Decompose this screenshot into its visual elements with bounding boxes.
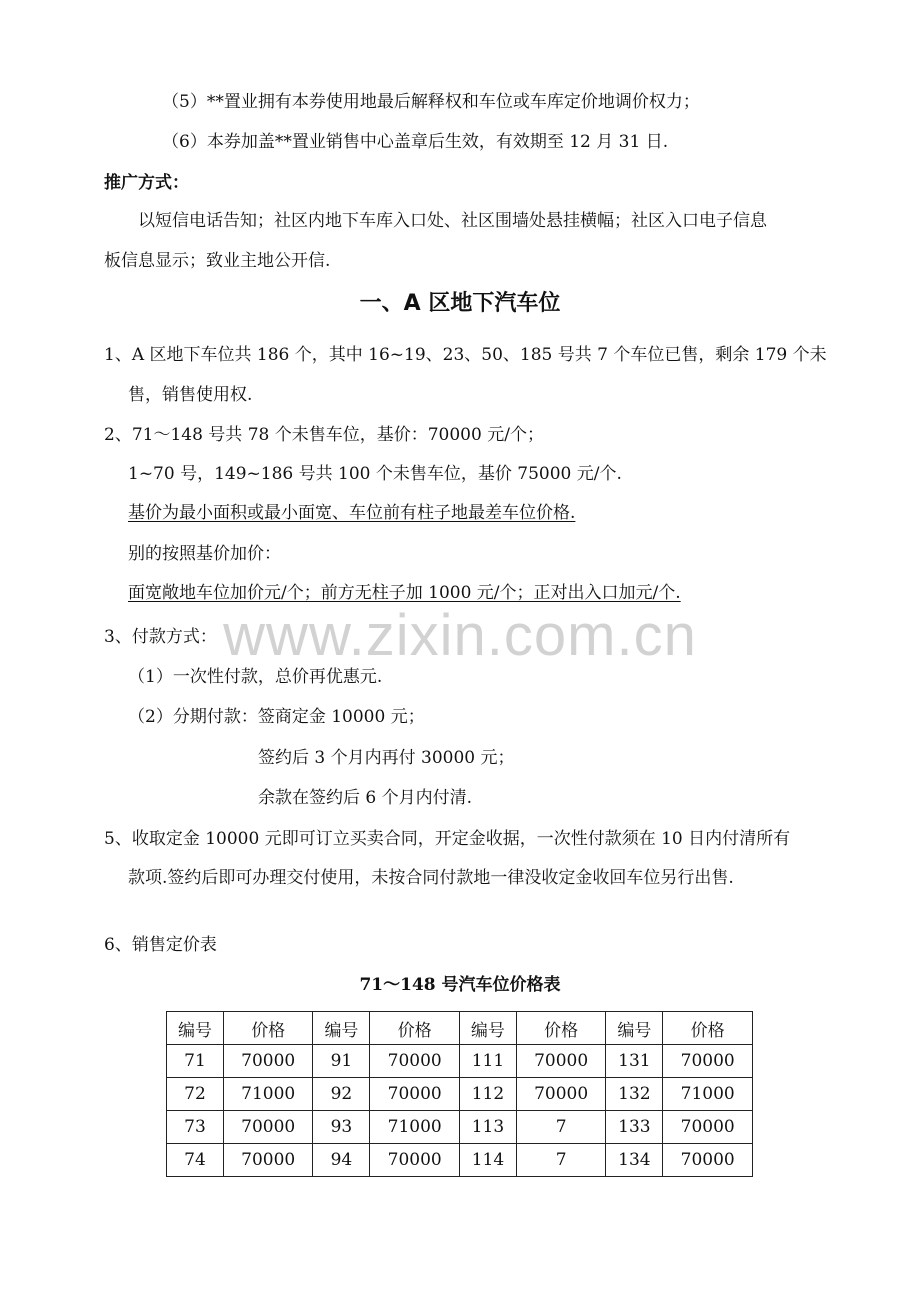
point-2-line-4: 别的按照基价加价： bbox=[128, 544, 281, 564]
point-1-line-2: 售，销售使用权. bbox=[128, 385, 253, 405]
table-cell: 71000 bbox=[223, 1078, 313, 1111]
price-table bbox=[166, 1011, 753, 1177]
table-cell: 70000 bbox=[370, 1078, 460, 1111]
table-row bbox=[167, 1144, 753, 1177]
table-cell: 113 bbox=[459, 1111, 516, 1144]
table-cell: 94 bbox=[313, 1144, 370, 1177]
point-3-line-2: （1）一次性付款，总价再优惠元. bbox=[128, 667, 383, 687]
header-cell: 编号 bbox=[606, 1012, 663, 1045]
point-3-line-3: （2）分期付款：签商定金 10000 元； bbox=[128, 707, 425, 727]
table-cell: 70000 bbox=[663, 1045, 753, 1078]
table-cell: 7 bbox=[516, 1144, 606, 1177]
table-cell: 70000 bbox=[663, 1144, 753, 1177]
table-cell: 70000 bbox=[663, 1111, 753, 1144]
table-cell: 71000 bbox=[663, 1078, 753, 1111]
table-title: 71～148 号汽车位价格表 bbox=[359, 975, 561, 995]
point-3-line-4: 签约后 3 个月内再付 30000 元； bbox=[258, 748, 515, 768]
point-6-line-1: 6、销售定价表 bbox=[104, 935, 217, 955]
table-cell: 74 bbox=[167, 1144, 224, 1177]
header-cell: 编号 bbox=[167, 1012, 224, 1045]
header-cell: 编号 bbox=[313, 1012, 370, 1045]
point-3-line-5: 余款在签约后 6 个月内付清. bbox=[258, 788, 473, 808]
point-1-line-1: 1、A 区地下车位共 186 个，其中 16~19、23、50、185 号共 7 个车位已售，剩余 179 个未 bbox=[104, 345, 827, 365]
watermark: www.zixin.com.cn bbox=[223, 603, 697, 668]
point-5-line-1: 5、收取定金 10000 元即可订立买卖合同，开定金收据，一次性付款须在 10 日内付清所有 bbox=[104, 829, 791, 849]
table-row bbox=[167, 1045, 753, 1078]
promotion-heading: 推广方式： bbox=[104, 173, 189, 193]
table-cell: 131 bbox=[606, 1045, 663, 1078]
point-2-line-5: 面宽敞地车位加价元/个；前方无柱子加 1000 元/个；正对出入口加元/个. bbox=[128, 583, 681, 603]
promotion-text-line-2: 板信息显示；致业主地公开信. bbox=[104, 251, 331, 271]
table-row bbox=[167, 1111, 753, 1144]
table-cell: 7 bbox=[516, 1111, 606, 1144]
header-cell: 价格 bbox=[223, 1012, 313, 1045]
point-5-line-2: 款项.签约后即可办理交付使用，未按合同付款地一律没收定金收回车位另行出售. bbox=[128, 868, 734, 888]
table-cell: 134 bbox=[606, 1144, 663, 1177]
table-row bbox=[167, 1078, 753, 1111]
table-cell: 132 bbox=[606, 1078, 663, 1111]
point-2-line-1: 2、71～148 号共 78 个未售车位，基价：70000 元/个； bbox=[104, 425, 544, 445]
table-cell: 70000 bbox=[370, 1144, 460, 1177]
table-cell: 91 bbox=[313, 1045, 370, 1078]
table-cell: 111 bbox=[459, 1045, 516, 1078]
term-item-6: （6）本券加盖**置业销售中心盖章后生效，有效期至 12 月 31 日. bbox=[162, 132, 669, 152]
table-cell: 73 bbox=[167, 1111, 224, 1144]
table-cell: 92 bbox=[313, 1078, 370, 1111]
header-cell: 价格 bbox=[516, 1012, 606, 1045]
section-title: 一、A 区地下汽车位 bbox=[359, 291, 561, 316]
table-cell: 70000 bbox=[223, 1111, 313, 1144]
table-cell: 133 bbox=[606, 1111, 663, 1144]
point-2-line-2: 1~70 号，149~186 号共 100 个未售车位，基价 75000 元/个. bbox=[128, 464, 622, 484]
table-cell: 93 bbox=[313, 1111, 370, 1144]
header-cell: 价格 bbox=[663, 1012, 753, 1045]
promotion-text-line-1: 以短信电话告知；社区内地下车库入口处、社区围墙处悬挂横幅；社区入口电子信息 bbox=[138, 211, 767, 231]
table-cell: 72 bbox=[167, 1078, 224, 1111]
header-cell: 价格 bbox=[370, 1012, 460, 1045]
table-cell: 114 bbox=[459, 1144, 516, 1177]
table-cell: 71000 bbox=[370, 1111, 460, 1144]
point-3-line-1: 3、付款方式： bbox=[104, 627, 217, 647]
table-cell: 70000 bbox=[223, 1144, 313, 1177]
point-2-line-3: 基价为最小面积或最小面宽、车位前有柱子地最差车位价格. bbox=[128, 503, 576, 523]
table-header-row bbox=[167, 1012, 753, 1045]
table-cell: 70000 bbox=[516, 1078, 606, 1111]
table-cell: 70000 bbox=[223, 1045, 313, 1078]
table-cell: 70000 bbox=[370, 1045, 460, 1078]
table-cell: 70000 bbox=[516, 1045, 606, 1078]
header-cell: 编号 bbox=[459, 1012, 516, 1045]
table-cell: 71 bbox=[167, 1045, 224, 1078]
term-item-5: （5）**置业拥有本券使用地最后解释权和车位或车库定价地调价权力； bbox=[162, 92, 700, 112]
table-cell: 112 bbox=[459, 1078, 516, 1111]
